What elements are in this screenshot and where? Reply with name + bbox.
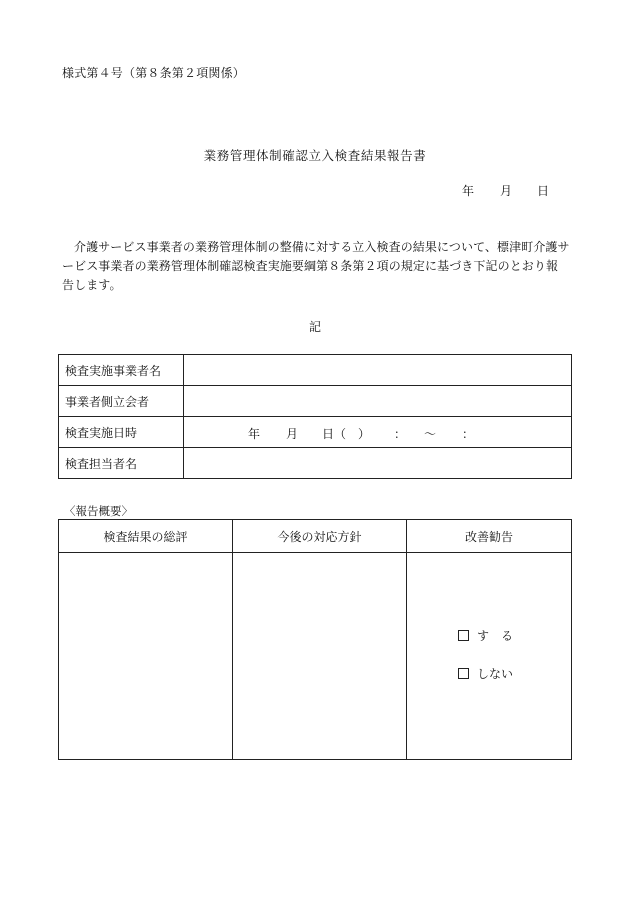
date-day: 日 xyxy=(537,184,550,198)
report-body-text: 介護サービス事業者の業務管理体制の整備に対する立入検査の結果について、標津町介護サービス事業者の業務管理体制確認検査実施要綱第８条第２項の規定に基づき下記のとおり報告します。 xyxy=(62,240,570,292)
label-inspector-name: 検査担当者名 xyxy=(59,448,184,479)
option-yes[interactable] xyxy=(458,627,513,644)
sched-year: 年 xyxy=(248,427,261,441)
cell-overall-review[interactable] xyxy=(59,553,233,760)
table-row xyxy=(59,553,572,760)
value-inspection-datetime[interactable] xyxy=(184,417,572,448)
summary-section-title: 〈報告概要〉 xyxy=(64,504,133,518)
inspection-info-table xyxy=(58,354,572,479)
date-month: 月 xyxy=(500,184,513,198)
cell-future-policy[interactable] xyxy=(233,553,407,760)
option-no[interactable] xyxy=(458,665,513,682)
label-business-attendee: 事業者側立会者 xyxy=(59,386,184,417)
col-header-overall-review: 検査結果の総評 xyxy=(59,520,233,553)
document-title: 業務管理体制確認立入検査結果報告書 xyxy=(203,148,427,163)
label-inspection-datetime: 検査実施日時 xyxy=(59,417,184,448)
table-header-row xyxy=(59,520,572,553)
checkbox-square-icon[interactable] xyxy=(458,630,469,641)
value-inspector-name[interactable] xyxy=(184,448,572,479)
sched-colon-start: ： xyxy=(394,427,407,441)
sched-tilde: 〜 xyxy=(424,427,437,441)
checkbox-square-icon[interactable] xyxy=(458,668,469,679)
col-header-future-policy: 今後の対応方針 xyxy=(233,520,407,553)
form-number: 様式第４号（第８条第２項関係） xyxy=(62,66,246,80)
value-inspected-business[interactable] xyxy=(184,355,572,386)
label-inspected-business: 検査実施事業者名 xyxy=(59,355,184,386)
table-row xyxy=(59,355,572,386)
date-year: 年 xyxy=(462,184,475,198)
col-header-improvement-advice: 改善勧告 xyxy=(407,520,572,553)
table-row xyxy=(59,386,572,417)
sched-month: 月 xyxy=(286,427,299,441)
ki-heading: 記 xyxy=(308,320,321,334)
sched-colon-end: ： xyxy=(462,427,475,441)
cell-improvement-advice xyxy=(407,553,572,760)
value-business-attendee[interactable] xyxy=(184,386,572,417)
table-row xyxy=(59,448,572,479)
option-yes-label: す る xyxy=(477,629,514,643)
table-row xyxy=(59,417,572,448)
sched-day-weekday: 日（ ） xyxy=(322,427,371,441)
option-no-label: しない xyxy=(477,667,514,681)
